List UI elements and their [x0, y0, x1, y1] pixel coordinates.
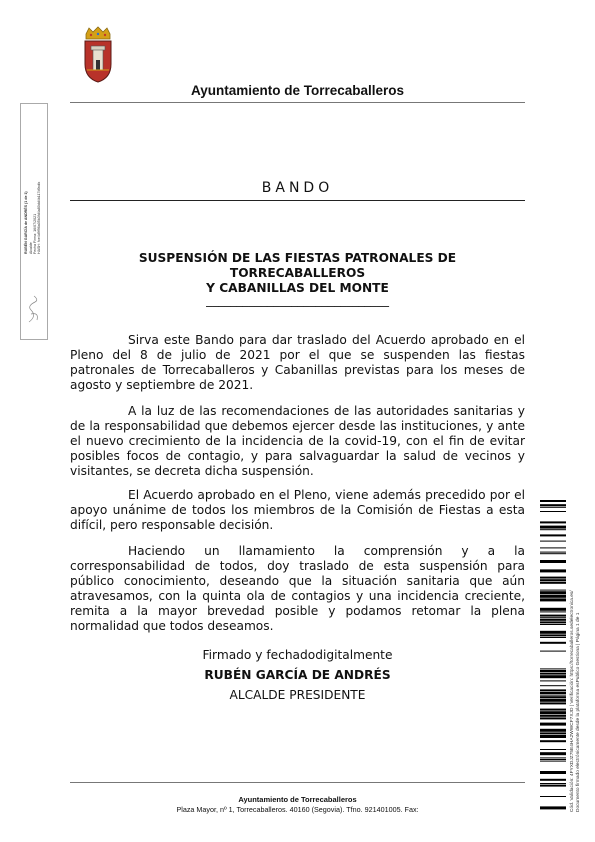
barcode-icon [540, 500, 566, 810]
coat-of-arms-icon [80, 26, 116, 84]
paragraph-2: A la luz de las recomendaciones de las autoridades sanitarias y de la responsabilidad que debemos ejercer desde las instituciones, y ante el nuevo crecimiento de la incidencia de la covid-19, con el fin de evitar posibles focos de contagio, y para salvaguardar la salud de vecinos y visitantes, se decreta dicha suspensión. [70, 404, 525, 478]
stamp-line-3: Fecha Firma: 16/07/2021 [33, 213, 37, 254]
paragraph-4: Haciendo un llamamiento la comprensión y a la corresponsabilidad de todos, doy traslado de esta suspensión para público conocimiento, deseando que la situación sanitaria que aún atravesamos, con la quinta ola de contagios y una incidencia creciente, remita a la mayor brevedad posible y podamos retomar la plena normalidad que todos deseamos. [70, 544, 525, 633]
heading-line-3: Y CABANILLAS DEL MONTE [206, 281, 389, 295]
verification-line-1: Cód. Validación: 4FYXDJZ75E4HA2WWCF7XJD | Verificación: https://torrecaballeros.sedelectronica.es/ [570, 590, 575, 812]
stamp-line-2: Alcalde [29, 242, 33, 254]
footer-divider [70, 782, 525, 783]
signer-role: ALCALDE PRESIDENTE [229, 688, 366, 702]
signer-name: RUBÉN GARCÍA DE ANDRÉS [204, 668, 391, 682]
paragraph-1: Sirva este Bando para dar traslado del Acuerdo aprobado en el Pleno del 8 de julio de 2021 por el que se suspenden las fiestas patronales de Torrecaballeros y Cabanillas previstas para los meses de agosto y septiembre de 2021. [70, 333, 525, 392]
signed-label: Firmado y fechadodigitalmente [202, 648, 393, 662]
document-title: BANDO [261, 180, 334, 196]
heading-underline: ______________________________ [206, 293, 389, 307]
stamp-line-1: RUBÉN GARCÍA de ANDRÉS (1 de 1) [24, 191, 28, 254]
stamp-line-4: HASH: fce4d9f96a05b3fd4a80dd4b117d9cdb [37, 181, 41, 254]
header-divider [70, 102, 525, 103]
header-title: Ayuntamiento de Torrecaballeros [190, 83, 405, 98]
footer-name: Ayuntamiento de Torrecaballeros [238, 795, 357, 804]
paragraph-3: El Acuerdo aprobado en el Pleno, viene además precedido por el apoyo unánime de todos los miembros de la Comisión de Fiestas a esta difícil, pero responsable decisión. [70, 488, 525, 532]
footer-address: Plaza Mayor, nº 1, Torrecaballeros. 40160 (Segovia). Tfno. 921401005. Fax: [176, 805, 419, 814]
heading-line-1: SUSPENSIÓN DE LAS FIESTAS PATRONALES DE [138, 251, 457, 265]
title-divider [70, 200, 525, 201]
heading-line-2: TORRECABALLEROS [229, 266, 366, 280]
verification-line-2: Documento firmado electrónicamente desde la plataforma esPublico Gestiona | Página 1 de 1 [576, 612, 581, 812]
